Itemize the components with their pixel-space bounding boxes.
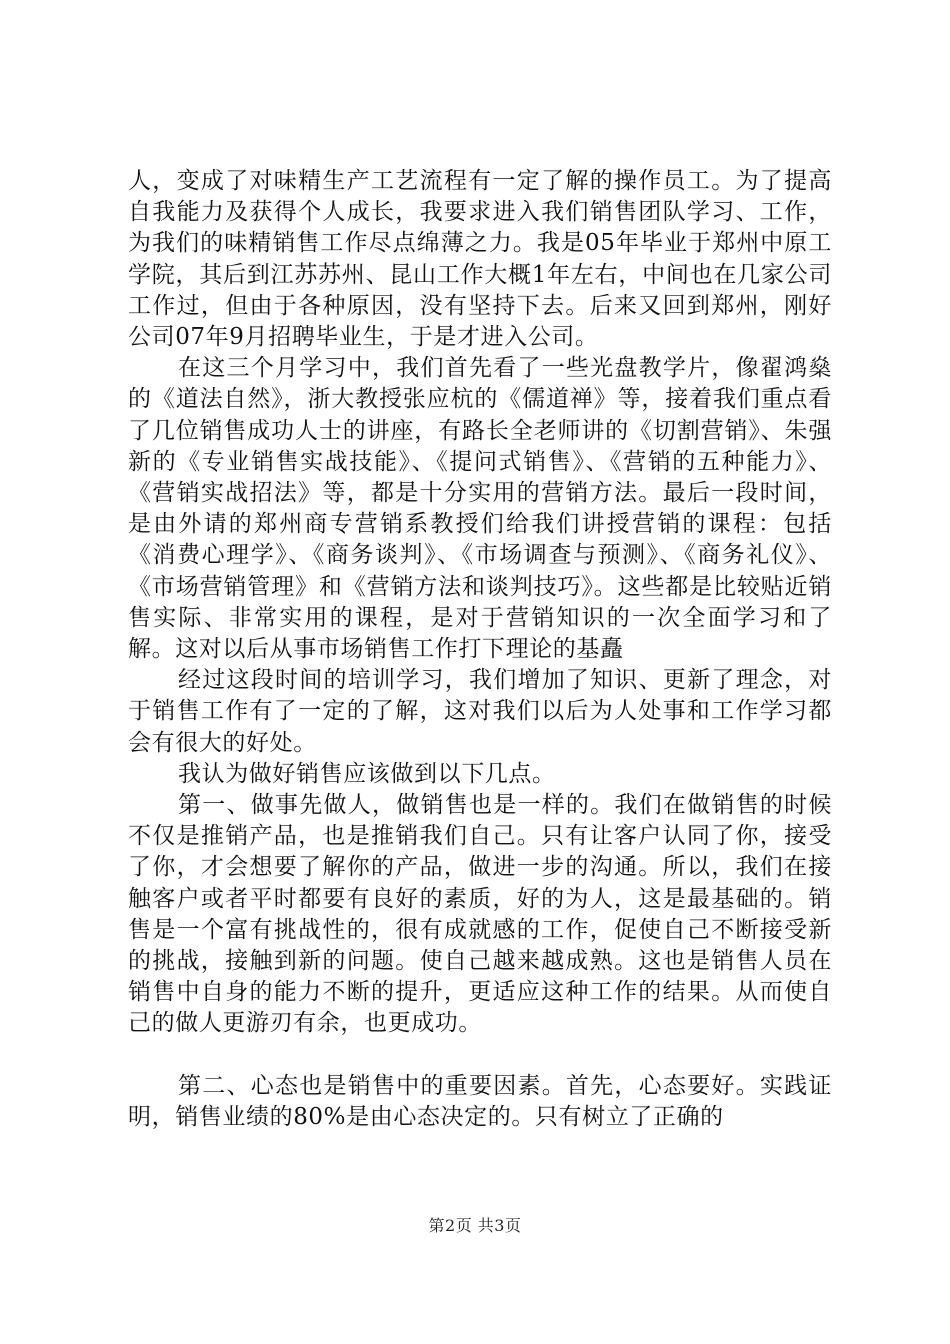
- page-number-footer: 第2页 共3页: [428, 1216, 522, 1235]
- paragraph-point-one: 第一、做事先做人，做销售也是一样的。我们在做销售的时候不仅是推销产品，也是推销我们自己。只有让客户认同了你，接受了你，才会想要了解你的产品，做进一步的沟通。所以，我们在接触客户或者平时都要有良好的素质，好的为人，这是最基础的。销售是一个富有挑战性的，很有成就感的工作，促使自己不断接受新的挑战，接触到新的问题。使自己越来越成熟。这也是销售人员在销售中自身的能力不断的提升，更适应这种工作的结果。从而使自己的做人更游刃有余，也更成功。: [128, 792, 832, 1037]
- paragraph-point-two: 第二、心态也是销售中的重要因素。首先，心态要好。实践证明，销售业绩的80%是由心态决定的。只有树立了正确的: [128, 1072, 832, 1130]
- paragraph-training-result: 经过这段时间的培训学习，我们增加了知识、更新了理念，对于销售工作有了一定的了解，这对我们以后为人处事和工作学习都会有很大的好处。: [128, 667, 832, 756]
- document-body: [128, 166, 832, 1133]
- paragraph-points-intro: 我认为做好销售应该做到以下几点。: [178, 760, 556, 787]
- paragraph-training-content: 在这三个月学习中，我们首先看了一些光盘教学片，像翟鸿燊的《道法自然》，浙大教授张应杭的《儒道禅》等，接着我们重点看了几位销售成功人士的讲座，有路长全老师讲的《切割营销》、朱强新的《专业销售实战技能》、《提问式销售》、《营销的五种能力》、《营销实战招法》等，都是十分实用的营销方法。最后一段时间，是由外请的郑州商专营销系教授们给我们讲授营销的课程：包括《消费心理学》、《商务谈判》、《市场调查与预测》、《商务礼仪》、《市场营销管理》和《营销方法和谈判技巧》。这些都是比较贴近销售实际、非常实用的课程，是对于营销知识的一次全面学习和了解。这对以后从事市场销售工作打下理论的基矗: [128, 355, 832, 663]
- paragraph-background: 人，变成了对味精生产工艺流程有一定了解的操作员工。为了提高自我能力及获得个人成长，我要求进入我们销售团队学习、工作，为我们的味精销售工作尽点绵薄之力。我是05年毕业于郑州中原工学院，其后到江苏苏州、昆山工作大概1年左右，中间也在几家公司工作过，但由于各种原因，没有坚持下去。后来又回到郑州，刚好公司07年9月招聘毕业生，于是才进入公司。: [128, 168, 832, 351]
